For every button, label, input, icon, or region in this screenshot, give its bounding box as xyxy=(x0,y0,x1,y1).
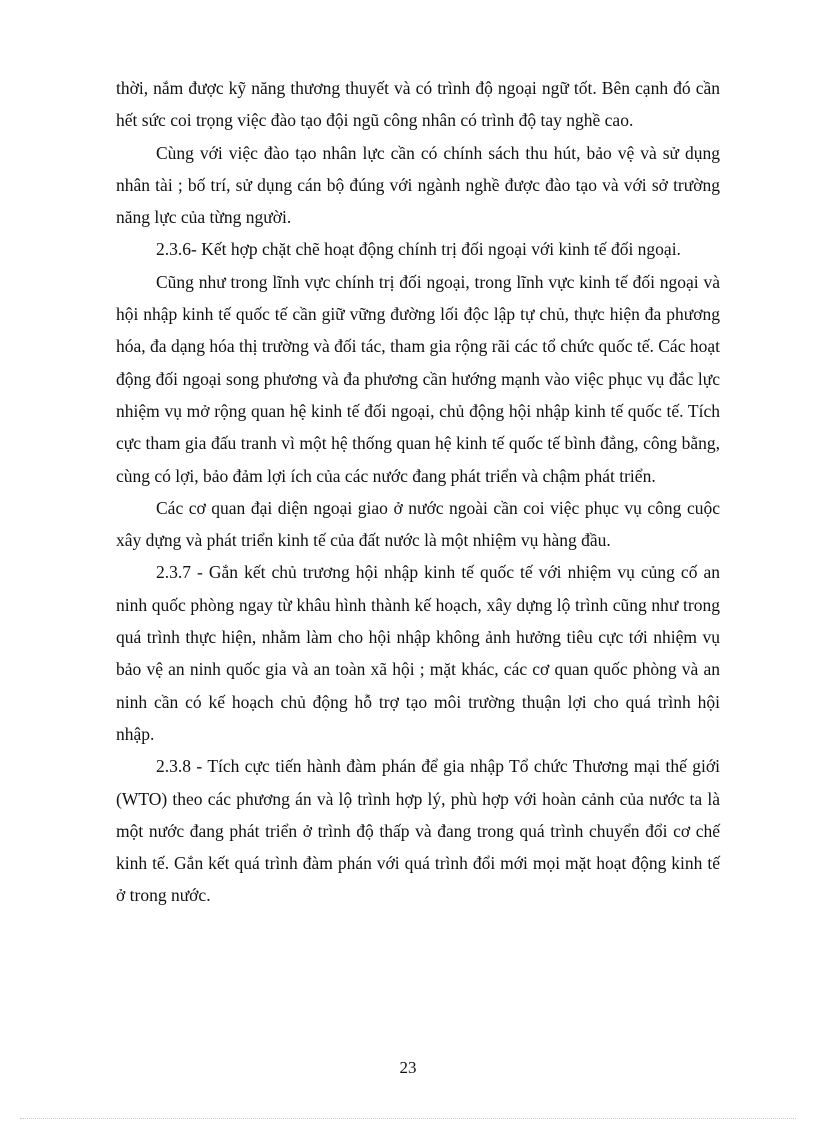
paragraph-foreign-economics: Cũng như trong lĩnh vực chính trị đối ngoại, trong lĩnh vực kinh tế đối ngoại và hội nhập kinh tế quốc tế cần giữ vững đường lối độc lập tự chủ, thực hiện đa phương hóa, đa dạng hóa thị trường và đối tác, tham gia rộng rãi các tổ chức quốc tế. Các hoạt động đối ngoại song phương và đa phương cần hướng mạnh vào việc phục vụ đắc lực nhiệm vụ mở rộng quan hệ kinh tế đối ngoại, chủ động hội nhập kinh tế quốc tế. Tích cực tham gia đấu tranh vì một hệ thống quan hệ kinh tế quốc tế bình đẳng, công bằng, cùng có lợi, bảo đảm lợi ích của các nước đang phát triển và chậm phát triển. xyxy=(116,271,720,486)
section-heading-2-3-6: 2.3.6- Kết hợp chặt chẽ hoạt động chính trị đối ngoại với kinh tế đối ngoại. xyxy=(156,239,681,260)
paragraph-continuation: thời, nắm được kỹ năng thương thuyết và có trình độ ngoại ngữ tốt. Bên cạnh đó cần hết sức coi trọng việc đào tạo đội ngũ công nhân có trình độ tay nghề cao. xyxy=(116,78,720,131)
page-number: 23 xyxy=(399,1058,417,1077)
paragraph-diplomatic-agencies: Các cơ quan đại diện ngoại giao ở nước ngoài cần coi việc phục vụ công cuộc xây dựng và phát triển kinh tế của đất nước là một nhiệm vụ hàng đầu. xyxy=(116,497,720,551)
section-paragraph-2-3-8: 2.3.8 - Tích cực tiến hành đàm phán để gia nhập Tổ chức Thương mại thế giới (WTO) theo các phương án và lộ trình hợp lý, phù hợp với hoàn cảnh của nước ta là một nước đang phát triển ở trình độ thấp và đang trong quá trình chuyển đổi cơ chế kinh tế. Gắn kết quá trình đàm phán với quá trình đổi mới mọi mặt hoạt động kinh tế ở trong nước. xyxy=(116,756,720,906)
document-page xyxy=(116,72,720,912)
footer-divider xyxy=(20,1118,796,1119)
section-paragraph-2-3-7: 2.3.7 - Gắn kết chủ trương hội nhập kinh tế quốc tế với nhiệm vụ củng cố an ninh quốc phòng ngay từ khâu hình thành kế hoạch, xây dựng lộ trình cũng như trong quá trình thực hiện, nhằm làm cho hội nhập không ảnh hưởng tiêu cực tới nhiệm vụ bảo vệ an ninh quốc gia và an toàn xã hội ; mặt khác, các cơ quan quốc phòng và an ninh cần có kế hoạch chủ động hỗ trợ tạo môi trường thuận lợi cho quá trình hội nhập. xyxy=(116,562,720,744)
paragraph-talent-policy: Cùng với việc đào tạo nhân lực cần có chính sách thu hút, bảo vệ và sử dụng nhân tài ; bố trí, sử dụng cán bộ đúng với ngành nghề được đào tạo và với sở trường năng lực của từng người. xyxy=(116,142,720,228)
